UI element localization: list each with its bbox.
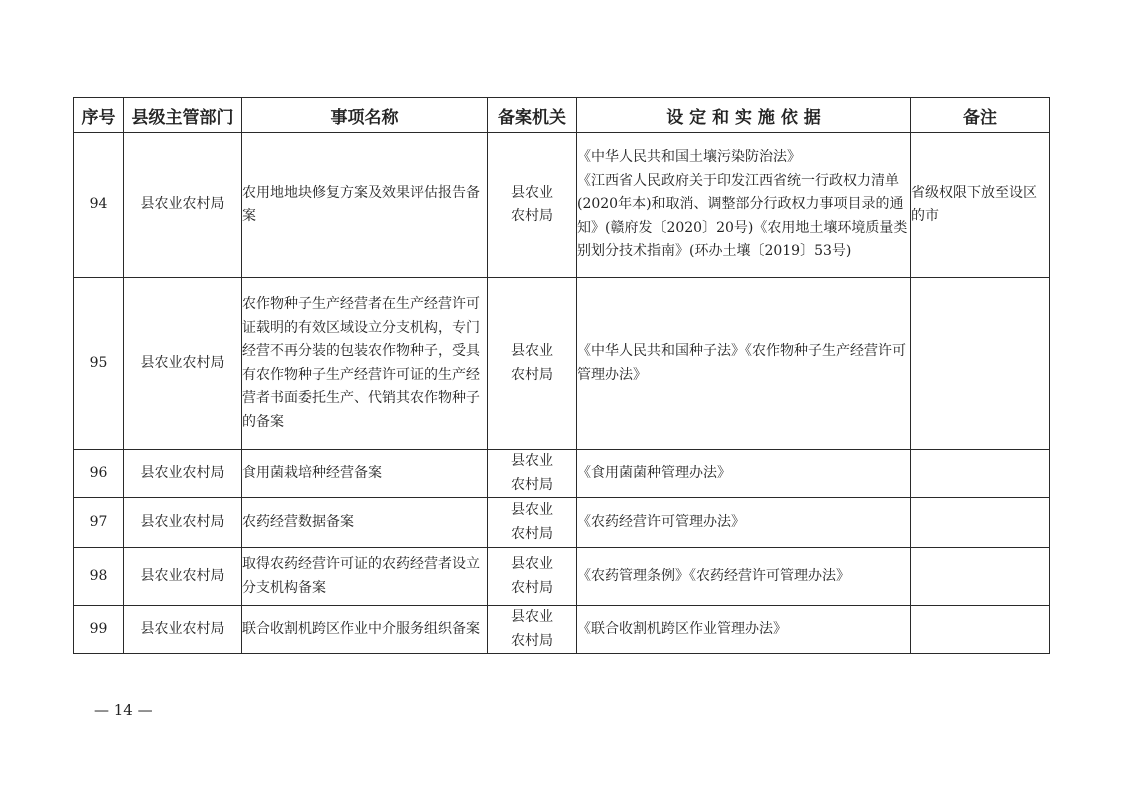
row-legal-basis	[577, 133, 911, 278]
header-legal-basis: 设 定 和 实 施 依 据	[577, 98, 911, 133]
filing-authority-text: 县农业农村局	[511, 343, 553, 383]
row-department: 县农业农村局	[124, 278, 242, 450]
row-legal-basis	[577, 498, 911, 548]
filing-authority-text: 县农业农村局	[511, 453, 553, 493]
row-item-name: 联合收割机跨区作业中介服务组织备案	[242, 606, 488, 654]
filing-authority-text: 县农业农村局	[511, 556, 553, 596]
row-serial-number: 95	[74, 278, 124, 450]
row-serial-number: 96	[74, 450, 124, 498]
header-filing-authority: 备案机关	[488, 98, 577, 133]
row-serial-number: 97	[74, 498, 124, 548]
row-department: 县农业农村局	[124, 450, 242, 498]
row-department: 县农业农村局	[124, 548, 242, 606]
row-filing-authority	[488, 606, 577, 654]
table-row	[74, 133, 1050, 278]
table-row	[74, 498, 1050, 548]
basis-line: 《农药管理条例》《农药经营许可管理办法》	[577, 567, 850, 584]
header-serial-number: 序号	[74, 98, 124, 133]
filing-authority-text: 县农业农村局	[511, 184, 553, 224]
row-filing-authority	[488, 450, 577, 498]
table-row	[74, 548, 1050, 606]
row-item-name: 食用菌栽培种经营备案	[242, 450, 488, 498]
row-department: 县农业农村局	[124, 498, 242, 548]
row-department: 县农业农村局	[124, 606, 242, 654]
row-item-name: 农作物种子生产经营者在生产经营许可证载明的有效区域设立分支机构，专门经营不再分装的包装农作物种子，受具有农作物种子生产经营许可证的生产经营者书面委托生产、代销其农作物种子的备案	[242, 278, 488, 450]
row-item-name: 农用地地块修复方案及效果评估报告备案	[242, 133, 488, 278]
basis-line: 《中华人民共和国种子法》《农作物种子生产经营许可管理办法》	[577, 343, 906, 383]
filing-authority-text: 县农业农村局	[511, 502, 553, 542]
row-serial-number: 99	[74, 606, 124, 654]
basis-line: 《食用菌菌种管理办法》	[577, 464, 731, 481]
page-number: — 14 —	[94, 701, 153, 719]
basis-line: 《联合收割机跨区作业管理办法》	[577, 620, 787, 637]
row-serial-number: 94	[74, 133, 124, 278]
row-legal-basis	[577, 278, 911, 450]
basis-line: 《中华人民共和国土壤污染防治法》	[577, 149, 801, 166]
row-remarks	[911, 450, 1050, 498]
row-legal-basis	[577, 450, 911, 498]
row-item-name: 农药经营数据备案	[242, 498, 488, 548]
header-item-name: 事项名称	[242, 98, 488, 133]
row-item-name: 取得农药经营许可证的农药经营者设立分支机构备案	[242, 548, 488, 606]
row-department: 县农业农村局	[124, 133, 242, 278]
basis-line: 《农药经营许可管理办法》	[577, 513, 745, 530]
basis-line: 《江西省人民政府关于印发江西省统一行政权力清单(2020年本)和取消、调整部分行政权力事项目录的通知》(赣府发〔2020〕20号)《农用地土壤环境质量类别划分技术指南》(环办土壤〔2019〕53号)	[577, 172, 908, 260]
header-remarks: 备注	[911, 98, 1050, 133]
row-serial-number: 98	[74, 548, 124, 606]
row-remarks: 省级权限下放至设区的市	[911, 133, 1050, 278]
table-row	[74, 606, 1050, 654]
row-legal-basis	[577, 548, 911, 606]
row-filing-authority	[488, 278, 577, 450]
row-filing-authority	[488, 548, 577, 606]
row-legal-basis	[577, 606, 911, 654]
filing-authority-text: 县农业农村局	[511, 609, 553, 649]
row-remarks	[911, 498, 1050, 548]
row-remarks	[911, 606, 1050, 654]
table-row	[74, 450, 1050, 498]
table-row	[74, 278, 1050, 450]
row-filing-authority	[488, 133, 577, 278]
table-header-row	[74, 98, 1050, 133]
row-filing-authority	[488, 498, 577, 548]
row-remarks	[911, 548, 1050, 606]
row-remarks	[911, 278, 1050, 450]
header-county-department: 县级主管部门	[124, 98, 242, 133]
filing-items-table	[73, 97, 1050, 654]
